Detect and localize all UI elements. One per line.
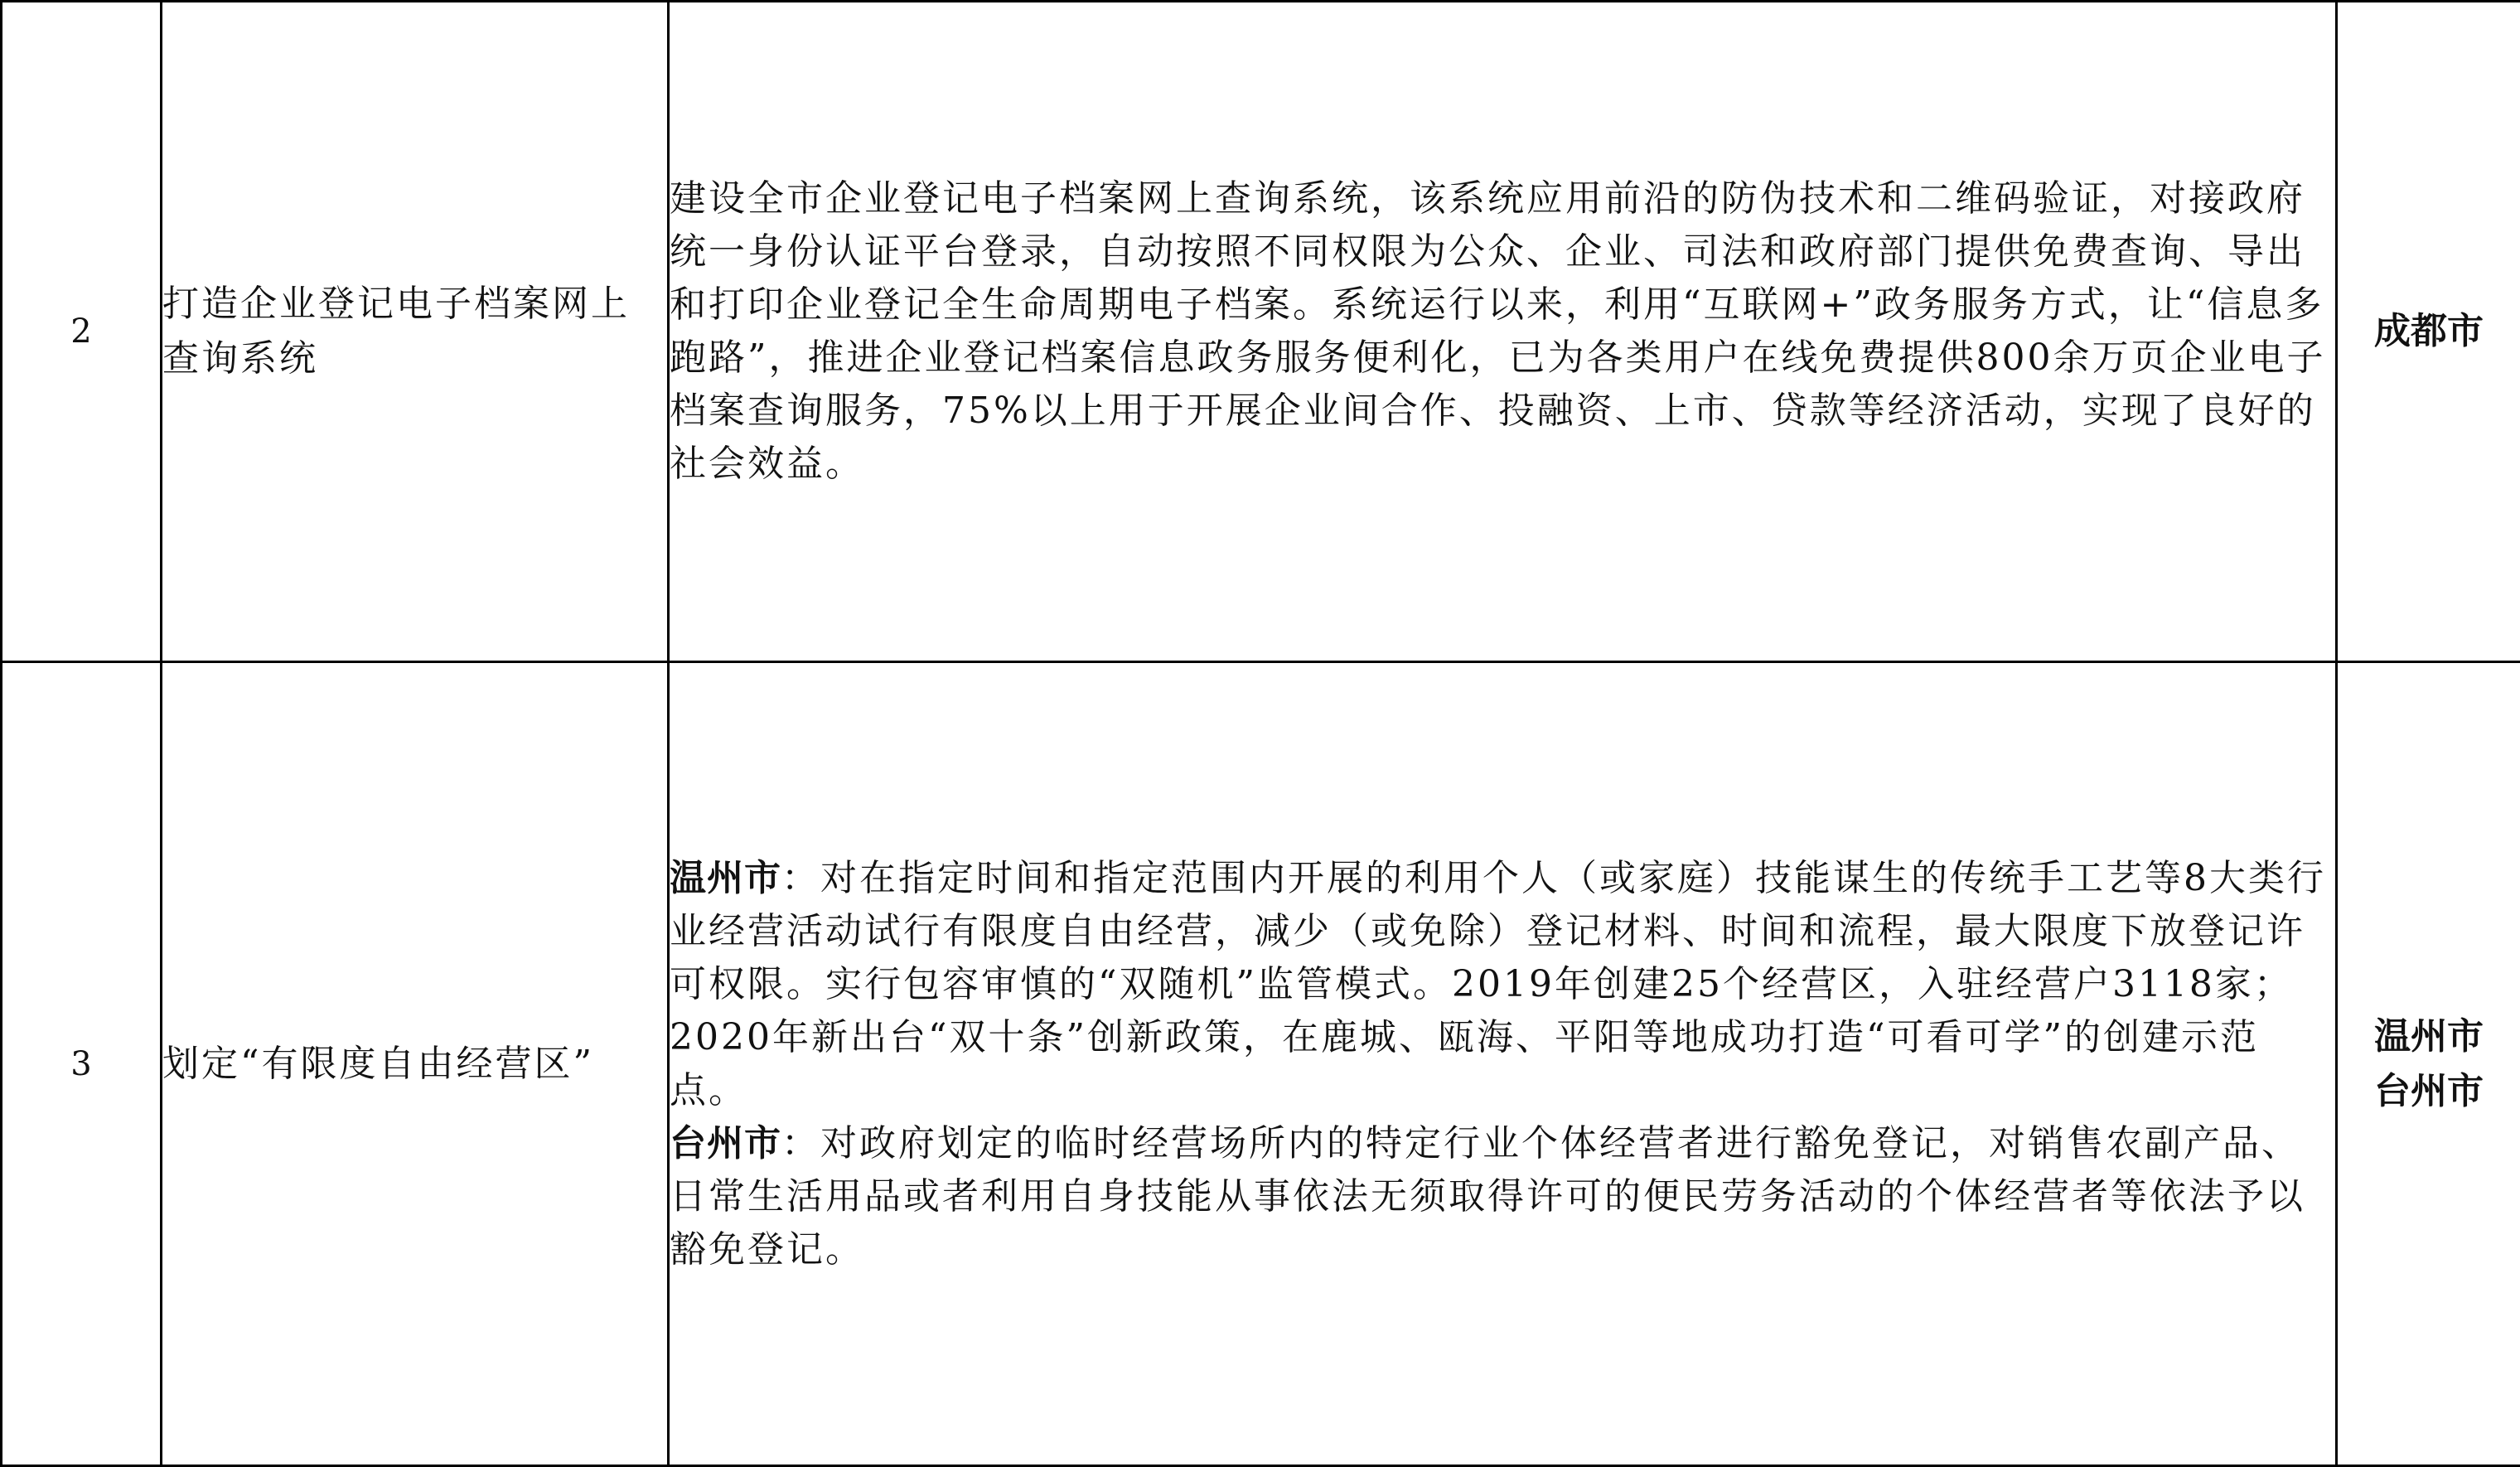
row-number: 2: [2, 2, 162, 662]
item-description: [669, 2, 2337, 662]
item-description: [669, 662, 2337, 1466]
city-cell: [2337, 662, 2520, 1466]
region-label: 台州市: [670, 1122, 781, 1164]
city-name: 温州市: [2338, 1009, 2520, 1064]
table-row: [2, 2, 2520, 662]
city-name: 成都市: [2338, 304, 2520, 359]
description-text: 建设全市企业登记电子档案网上查询系统，该系统应用前沿的防伪技术和二维码验证，对接政府统一身份认证平台登录，自动按照不同权限为公众、企业、司法和政府部门提供免费查询、导出和打印企业登记全生命周期电子档案。系统运行以来，利用“互联网+”政务服务方式，让“信息多跑路”，推进企业登记档案信息政务服务便利化，已为各类用户在线免费提供800余万页企业电子档案查询服务，75%以上用于开展企业间合作、投融资、上市、贷款等经济活动，实现了良好的社会效益。: [670, 172, 2335, 491]
item-title: 打造企业登记电子档案网上查询系统: [162, 2, 669, 662]
table-row: [2, 662, 2520, 1466]
paragraph-text: ：对政府划定的临时经营场所内的特定行业个体经营者进行豁免登记，对销售农副产品、日常生活用品或者利用自身技能从事依法无须取得许可的便民劳务活动的个体经营者等依法予以豁免登记。: [670, 1122, 2305, 1271]
item-title: 划定“有限度自由经营区”: [162, 662, 669, 1466]
region-label: 温州市: [670, 857, 781, 899]
paragraph-text: ：对在指定时间和指定范围内开展的利用个人（或家庭）技能谋生的传统手工艺等8大类行业经营活动试行有限度自由经营，减少（或免除）登记材料、时间和流程，最大限度下放登记许可权限。实行包容审慎的“双随机”监管模式。2019年创建25个经营区，入驻经营户3118家；2020年新出台“双十条”创新政策，在鹿城、瓯海、平阳等地成功打造“可看可学”的创建示范点。: [670, 857, 2326, 1111]
description-paragraph: [670, 852, 2335, 1117]
city-cell: [2337, 2, 2520, 662]
description-paragraph: [670, 1117, 2335, 1276]
row-number: 3: [2, 662, 162, 1466]
city-name: 台州市: [2338, 1064, 2520, 1119]
